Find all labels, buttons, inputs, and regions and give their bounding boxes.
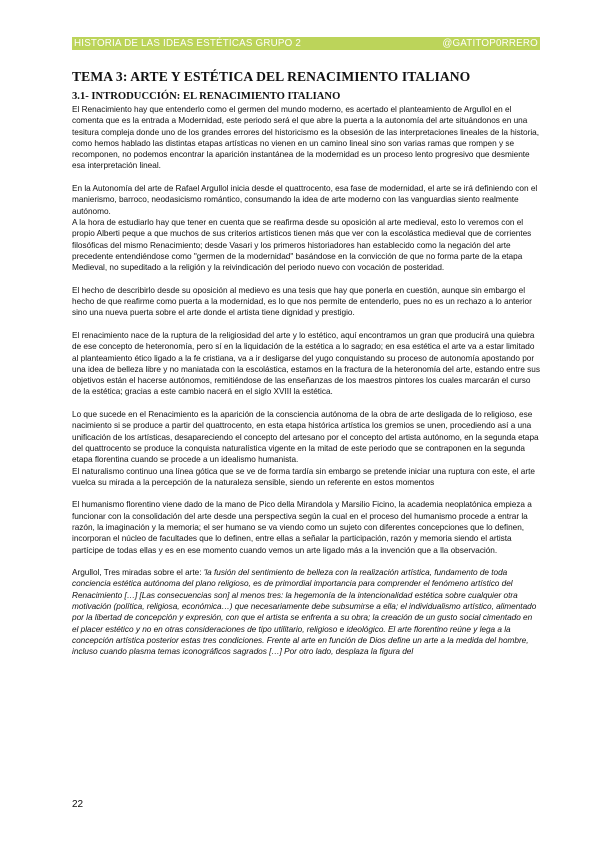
paragraph-humanismo: El humanismo florentino viene dado de la mano de Pico della Mirandola y Marsilio Ficino, la academia neoplatónica empieza a funcionar con la consolidación del arte desde una perspectiva según la cual en el proceso del humanismo procede a entrar la razón, la imaginación y la memoria; el ser humano se va viendo como un sujeto con diferentes concepciones que lo definen, incorporan el núcleo de facultades que lo definen, entre ellas a señalar la participación, razón y memoria siendo el artista partícipe de todas ellas y es en ese momento cuando vemos un arte ligado más a la invención que a lla observación. [72, 500, 532, 555]
section-title: 3.1- INTRODUCCIÓN: EL RENACIMIENTO ITALIANO [72, 91, 341, 102]
paragraph-naturalismo: El naturalismo continuo una línea gótica que se ve de forma tardía sin embargo se pretende iniciar una ruptura con este, el arte vuelca su mirada a la percepción de la naturaleza sensible, siendo un referente en estos momentos [72, 466, 535, 487]
page-number: 22 [72, 799, 84, 810]
running-header [72, 37, 540, 50]
paragraph-intro: El Renacimiento hay que entenderlo como el germen del mundo moderno, es acertado el planteamiento de Argullol en el comenta que es la entrada a Modernidad, este periodo será el que abre la puerta a la autonomía del arte situándonos en una tesitura compleja donde uno de los grandes errores del historicismo es la obsesión de las interpretaciones lineales de la historia, como hemos hablado las distintas etapas artísticas no vienen en un camino lineal sino son varias ramas que rompen y se recomponen, no podemos encontrar la aparición instantánea de la modernidad es un proceso lento progresivo que desmiente esa interpretación lineal. [72, 105, 539, 171]
paragraph-autonomia: En la Autonomía del arte de Rafael Argullol inicia desde el quattrocento, esa fase de modernidad, el arte se irá definiendo con el manierismo, barroco, neodasicismo romántico, consumando la idea de arte moderno con las vanguardias siento realmente autónomo. [72, 184, 538, 216]
paragraph-estudio: A la hora de estudiarlo hay que tener en cuenta que se reafirma desde su oposición al arte medieval, esto lo veremos con el propio Alberti peque a que muchos de sus criterios artísticos tienen más que ver con la escolástica medieval que de corrientes filosóficas del mismo Renacimiento; desde Vasari y los primeros historiadores han establecido como la negación del arte precedente entendiéndose como "germen de la modernidad" basándose en la convicción de que no forma parte de la etapa Medieval, no supeditado a la religión y la reivindicación del periodo nuevo con vocación de posteridad. [72, 217, 532, 273]
quote-lead: Argullol, Tres miradas sobre el arte: [72, 568, 204, 578]
quote-paragraph [72, 567, 540, 657]
header-author-handle: @GATITOP0RRERO [442, 38, 538, 49]
page-body [72, 69, 540, 669]
paragraph-consciencia: Lo que sucede en el Renacimiento es la aparición de la consciencia autónoma de la obra de arte desligada de lo religioso, ese nacimiento si se produce a partir del quattrocento, en esta etapa histórica artística los gremios se unen, procediendo así a una unificación de los artísticas, desapareciendo el concepto del artesano por el concepto del artista autónomo, en la segunda etapa del quattrocento se produce la conquista naturalística vigente en la mitad de este periodo que se contraponen en la segunda etapa florentina cuando se procede a un idealismo humanista. [72, 410, 539, 465]
chapter-title: TEMA 3: ARTE Y ESTÉTICA DEL RENACIMIENTO ITALIANO [72, 69, 471, 84]
paragraph-oposicion: El hecho de describirlo desde su oposición al medievo es una tesis que hay que ponerla en cuestión, aunque sin embargo el hecho de que reafirme como puerta a la modernidad, es lo que nos permite de entenderlo, pues no es un rechazo a lo anterior sino una nueva puerta sobre el arte donde el artista tiene dignidad y prestigio. [72, 285, 532, 318]
quote-text: 'la fusión del sentimiento de belleza con la realización artística, fundamento de toda conciencia estética autónoma del plano religioso, es de primordial importancia para comprender el fenómeno artístico del Renacimiento […] [Las consecuencias son] al menos tres: la hegemonía de la intencionalidad estética sobre cualquier otra motivación (política, religiosa, económica…) que necesariamente debe subsumirse a ella; el individualismo artístico, alimentado por la libertad de concepción y expresión, con que el artista se enfrenta a su obra; la creación de un gusto social cimentado en el placer estético y no en otras consideraciones de tipo utilitario, religioso e ideológico. El arte florentino reúne y lega a la concepción artística posterior estas tres condiciones. Frente al arte en función de Dios define un arte a la medida del hombre, incluso cuando plasma temas iconográficos sagrados […] Por otro lado, desplaza la figura del [72, 568, 537, 657]
paragraph-ruptura: El renacimiento nace de la ruptura de la religiosidad del arte y lo estético, aquí encontramos un gran que producirá una quiebra de ese concepto de heteronomía, pero sí en la liquidación de la estética a lo sagrado; en esa estética el arte va a estar limitado al planteamiento ético ligado a la fe cristiana, va a ir desligarse del yugo conquistando su proceso de autonomía apostando por una idea de belleza libre y no maniatada con la escolástica, estamos en la fractura de la heteronomía del arte, estando entre sus objetivos están el hacerse autónomos, remitiéndose de las enseñanzas de los maestros pintores los cuales marcarán el curso de la estética; gracias a este cambio nacerá en el siglo XVIII la estética. [72, 330, 540, 397]
header-course-title: HISTORIA DE LAS IDEAS ESTÉTICAS GRUPO 2 [74, 38, 302, 49]
